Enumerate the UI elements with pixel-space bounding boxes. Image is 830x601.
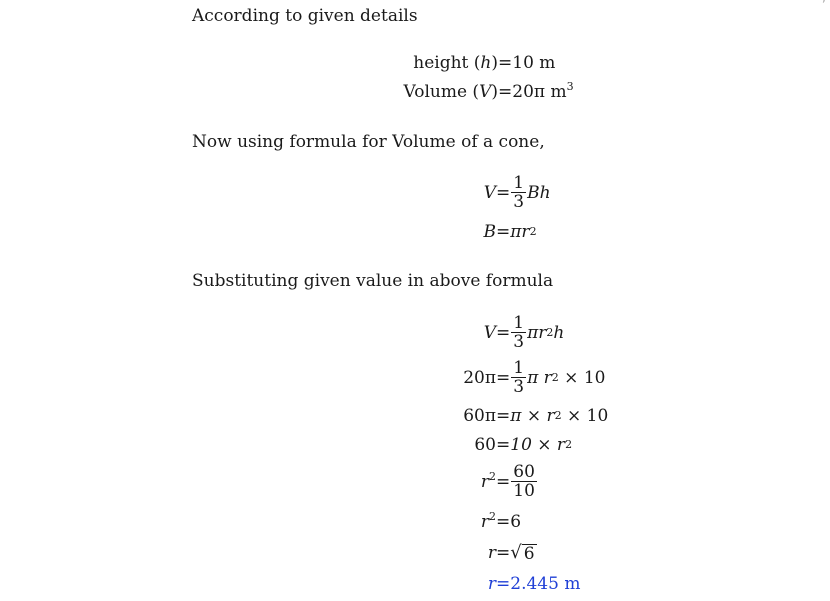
formula-base-row: B = πr 2 bbox=[483, 222, 537, 242]
step-4-row: 60 = 10 × r 2 bbox=[474, 435, 573, 455]
fraction: $\frac{1}{3}$ bbox=[513, 358, 525, 397]
formula-volume-row: V = $\frac{1}{3}$ Bh bbox=[483, 173, 551, 212]
given-height-row: height (h) = 10 m bbox=[413, 53, 556, 73]
step-3-row: 60π = π × r 2 × 10 bbox=[463, 406, 609, 426]
step-7-row: r = √ 6 bbox=[487, 542, 535, 564]
substitute-intro-text: Substituting given value in above formula bbox=[192, 271, 554, 291]
step-2-row: 20π = $\frac{1}{3}$ π r 2 × 10 bbox=[463, 358, 606, 397]
given-volume-row: Volume (V) = 20π $m^3$ bbox=[403, 80, 574, 102]
step-1-row: V = $\frac{1}{3}$ πr 2 h bbox=[483, 313, 565, 352]
square-root: √ 6 bbox=[510, 542, 535, 564]
radical-sign: √ bbox=[510, 542, 522, 563]
fraction: $\frac{60}{10}$ bbox=[513, 462, 535, 501]
fraction: $\frac{1}{3}$ bbox=[513, 313, 525, 352]
formula-intro-text: Now using formula for Volume of a cone, bbox=[192, 132, 545, 152]
intro-text: According to given details bbox=[192, 6, 418, 26]
final-answer-row: r = 2.445 m bbox=[487, 574, 581, 594]
fraction: $\frac{1}{3}$ bbox=[513, 173, 525, 212]
corner-mark-icon: ’ bbox=[822, 0, 826, 11]
step-6-row: $r^2$ = 6 bbox=[480, 510, 522, 532]
step-5-row: $r^2$ = $\frac{60}{10}$ bbox=[480, 462, 535, 501]
